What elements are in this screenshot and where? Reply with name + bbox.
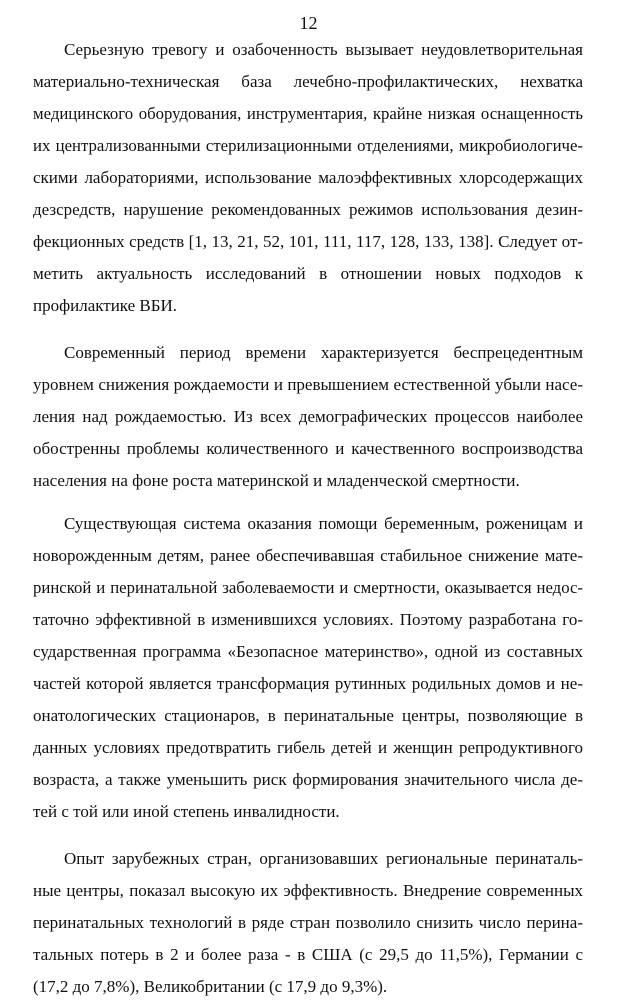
text-line: ринской и перинатальной заболеваемости и смертности, оказывается недос- [33, 578, 583, 597]
text-line: профилактике ВБИ. [33, 296, 178, 315]
paragraph-foreign-experience [33, 843, 583, 1003]
text-line: ные центры, показал высокую их эффективность. Внедрение современных [33, 881, 583, 900]
text-line: тей с той или иной степень инвалидности. [33, 802, 340, 821]
text-line: данных условиях предотвратить гибель детей и женщин репродуктивного [33, 738, 583, 757]
text-line: Современный период времени характеризуется беспрецедентным [64, 343, 583, 362]
paragraph-maternity-program [33, 508, 583, 828]
text-line: материально-техническая база лечебно-профилактических, нехватка [33, 72, 583, 91]
text-line: таточно эффективной в изменившихся условиях. Поэтому разработана го- [33, 610, 583, 629]
text-line: частей которой является трансформация рутинных родильных домов и не- [33, 674, 583, 693]
text-line: метить актуальность исследований в отношении новых подходов к [33, 264, 583, 283]
page-number: 12 [299, 13, 318, 33]
text-line: (17,2 до 7,8%), Великобритании (с 17,9 до 9,3%). [33, 977, 388, 996]
text-line: дезсредств, нарушение рекомендованных режимов использования дезин- [33, 200, 583, 219]
text-line: ления над рождаемостью. Из всех демографических процессов наиболее [33, 407, 583, 426]
body-text [33, 34, 583, 1003]
text-line: онатологических стационаров, в перинатальные центры, позволяющие в [33, 706, 583, 725]
text-line: их централизованными стерилизационными отделениями, микробиологиче- [33, 136, 583, 155]
text-line: Существующая система оказания помощи беременным, роженицам и [64, 514, 583, 533]
text-line: скими лабораториями, использование малоэффективных хлорсодержащих [33, 168, 583, 187]
text-line: населения на фоне роста материнской и младенческой смертности. [33, 471, 520, 490]
text-line: перинатальных технологий в ряде стран позволило снизить число перина- [33, 913, 583, 932]
text-line: фекционных средств [1, 13, 21, 52, 101, 111, 117, 128, 133, 138]. Следует от- [33, 232, 583, 251]
text-line: новорожденным детям, ранее обеспечивавшая стабильное снижение мате- [33, 546, 583, 565]
text-line: тальных потерь в 2 и более раза - в США (с 29,5 до 11,5%), Германии с [33, 945, 583, 964]
text-line: возраста, а также уменьшить риск формирования значительного числа де- [33, 770, 583, 789]
text-line: Опыт зарубежных стран, организовавших региональные перинаталь- [64, 849, 583, 868]
paragraph-vbi [33, 34, 583, 322]
paragraph-demography [33, 337, 583, 497]
text-line: уровнем снижения рождаемости и превышением естественной убыли насе- [33, 375, 583, 394]
text-line: обостренны проблемы количественного и качественного воспроизводства [33, 439, 583, 458]
text-line: медицинского оборудования, инструментария, крайне низкая оснащенность [33, 104, 583, 123]
text-line: сударственная программа «Безопасное материнство», одной из составных [33, 642, 583, 661]
text-line: Серьезную тревогу и озабоченность вызывает неудовлетворительная [64, 40, 583, 59]
